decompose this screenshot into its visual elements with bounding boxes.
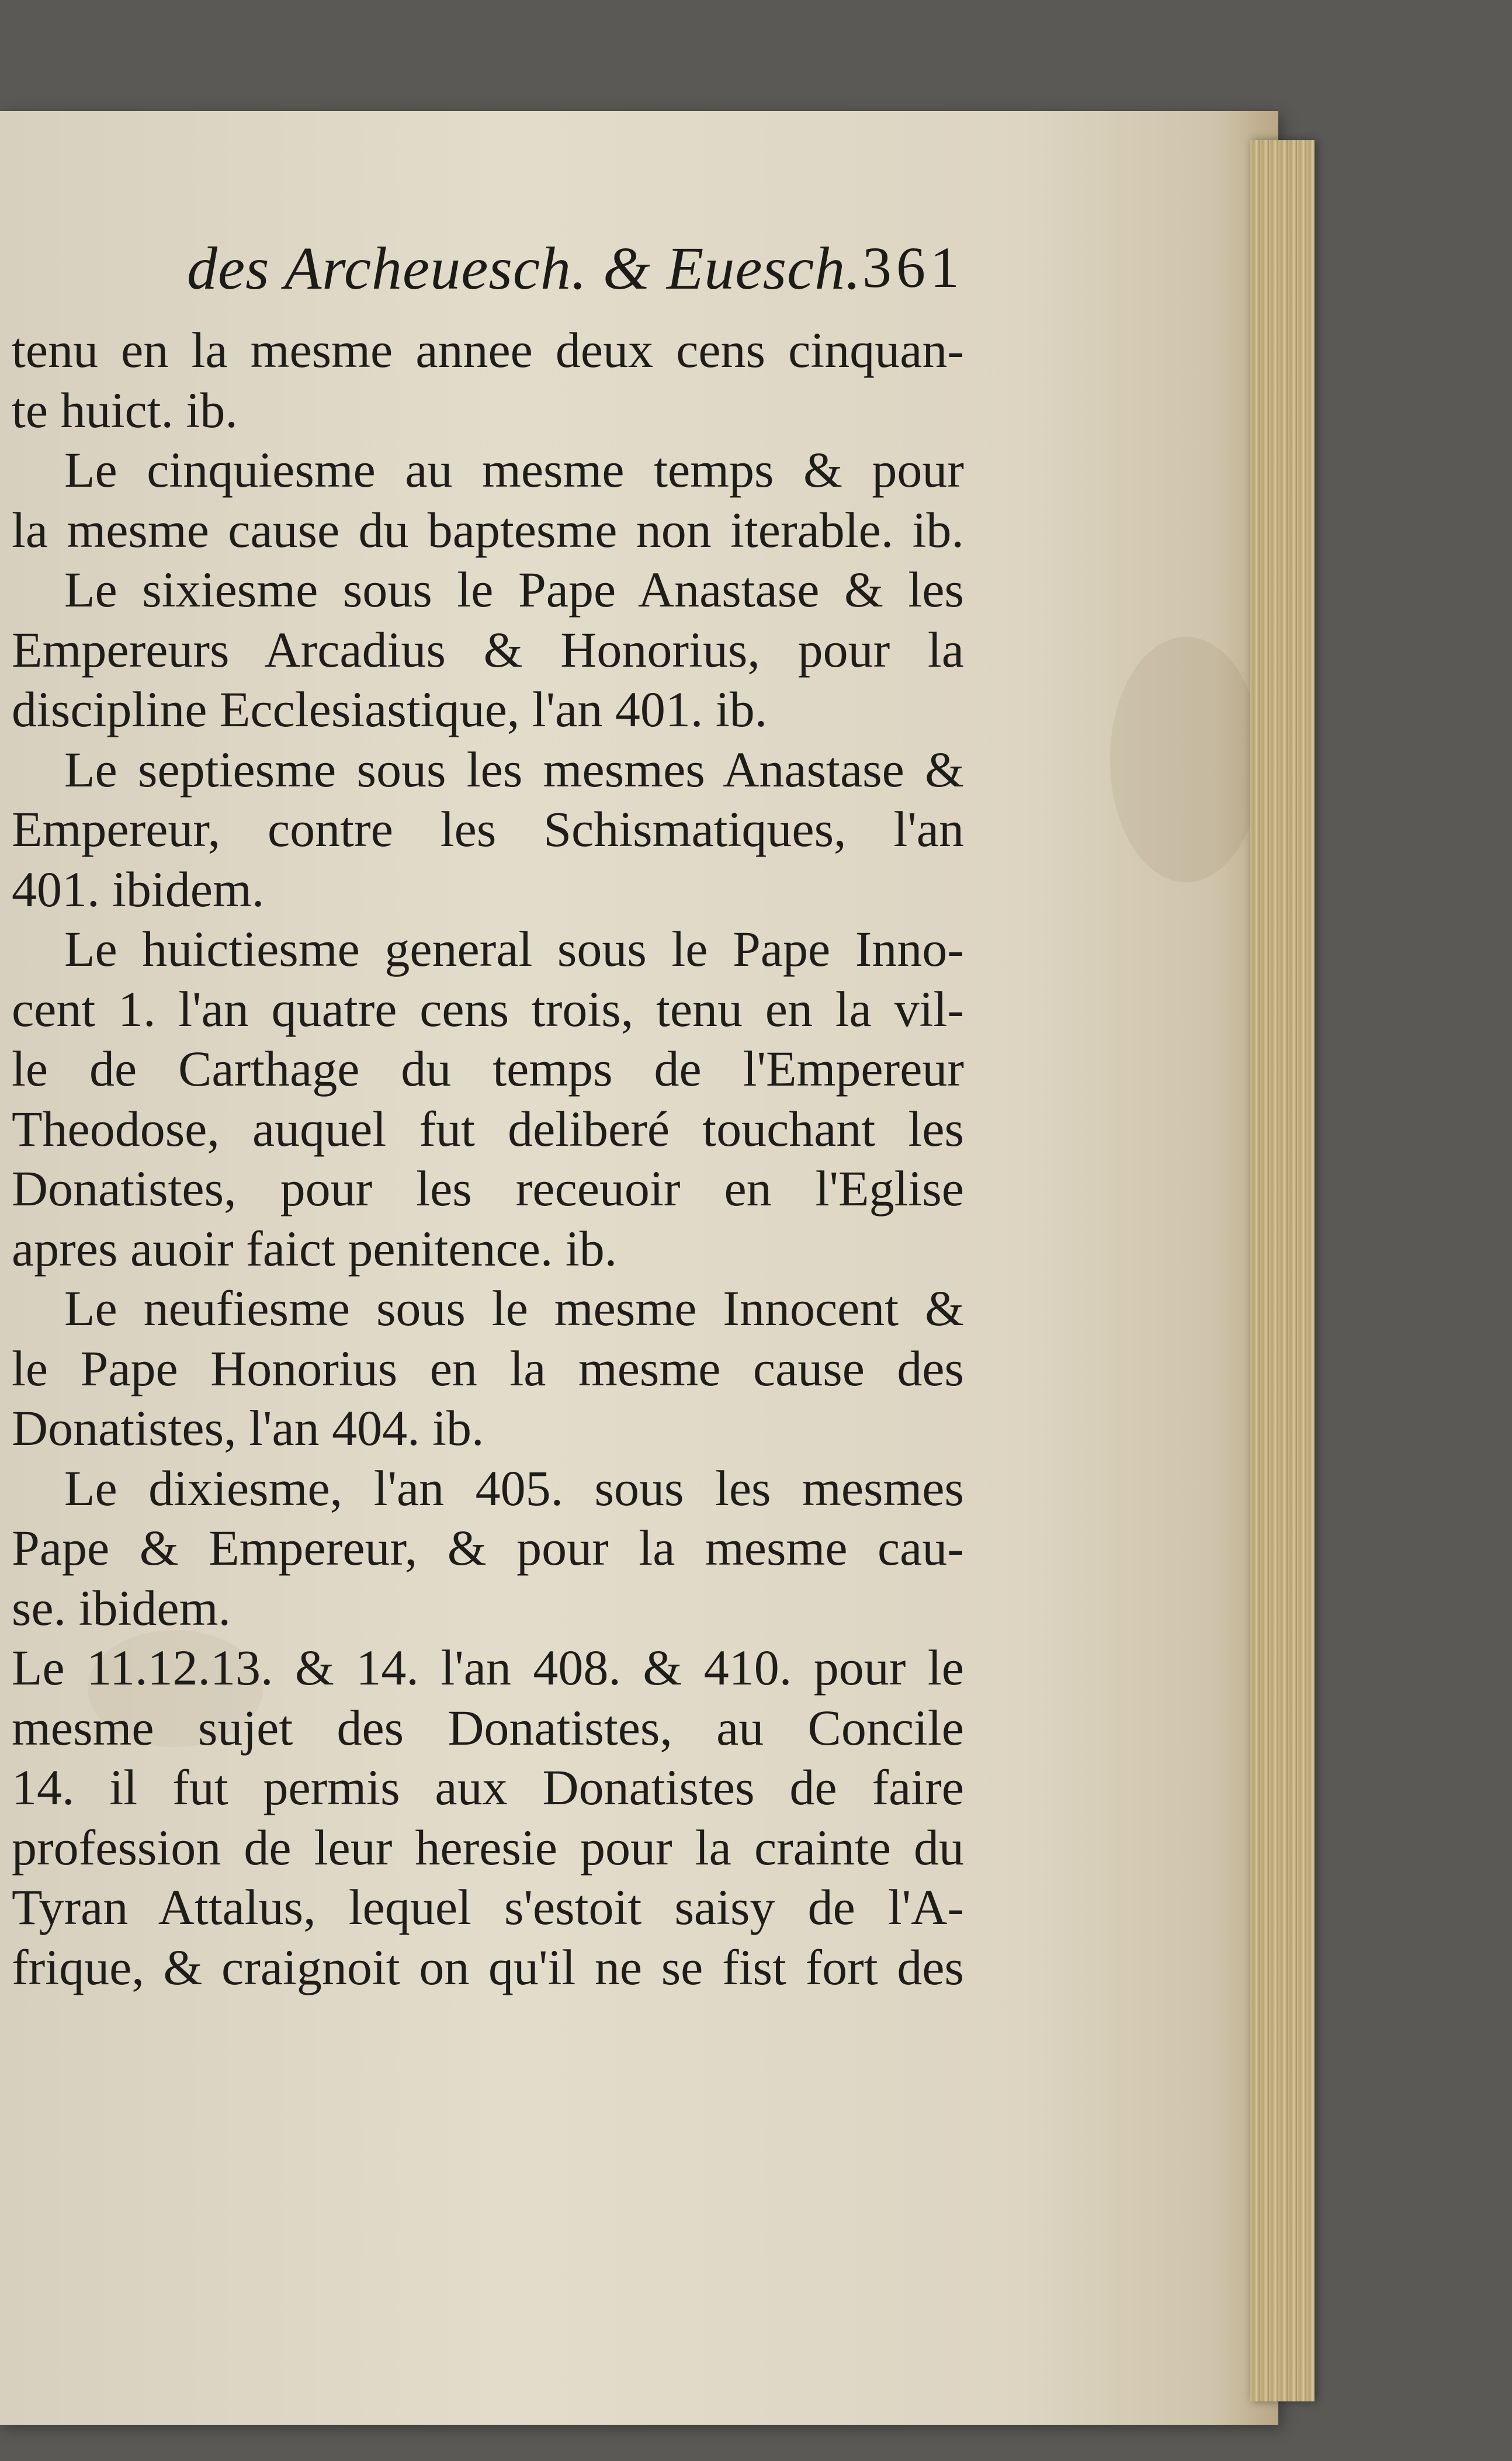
running-header [187,234,964,316]
text-line: Pape & Empereur, & pour la mesme cau- [12,1520,964,1576]
page-number: 361 [862,235,964,300]
paper-stain [1110,637,1262,882]
text-line: le Pape Honorius en la mesme cause des [12,1340,964,1396]
text-line: 14. il fut permis aux Donatistes de faire [12,1759,964,1815]
text-line: Le 11.12.13. & 14. l'an 408. & 410. pour le [12,1639,964,1696]
text-line: Empereurs Arcadius & Honorius, pour la [12,621,964,678]
text-line: Le septiesme sous les mesmes Anastase & [64,741,964,798]
body-text [12,320,964,1997]
text-line: cent 1. l'an quatre cens trois, tenu en la vil- [12,980,964,1037]
text-line: Empereur, contre les Schismatiques, l'an [12,801,964,857]
text-line: Le neufiesme sous le mesme Innocent & [64,1280,964,1336]
text-line: frique, & craignoit on qu'il ne se fist fort des [12,1939,964,1995]
text-line: Le sixiesme sous le Pape Anastase & les [64,561,964,618]
text-line: la mesme cause du baptesme non iterable. ib. [12,501,964,558]
page-edge [1250,140,1315,2401]
text-line: tenu en la mesme annee deux cens cinquan- [12,322,964,378]
text-line: apres auoir faict penitence. ib. [12,1220,618,1277]
text-line: mesme sujet des Donatistes, au Concile [12,1699,964,1756]
text-line: Le cinquiesme au mesme temps & pour [64,442,964,498]
text-line: Le huictiesme general sous le Pape Inno- [64,921,964,977]
running-title: des Archeuesch. & Euesch. [187,235,862,302]
text-line: Tyran Attalus, lequel s'estoit saisy de l'A- [12,1879,964,1935]
text-line: Donatistes, pour les receuoir en l'Eglise [12,1160,964,1216]
text-line: profession de leur heresie pour la crainte du [12,1819,964,1876]
text-line: discipline Ecclesiastique, l'an 401. ib. [12,681,768,737]
text-line: Donatistes, l'an 404. ib. [12,1400,484,1456]
text-line: Le dixiesme, l'an 405. sous les mesmes [64,1460,964,1516]
text-line: le de Carthage du temps de l'Empereur [12,1041,964,1097]
text-line: Theodose, auquel fut deliberé touchant les [12,1100,964,1157]
text-line: 401. ibidem. [12,861,265,917]
text-line: se. ibidem. [12,1579,231,1636]
text-line: te huict. ib. [12,382,238,438]
